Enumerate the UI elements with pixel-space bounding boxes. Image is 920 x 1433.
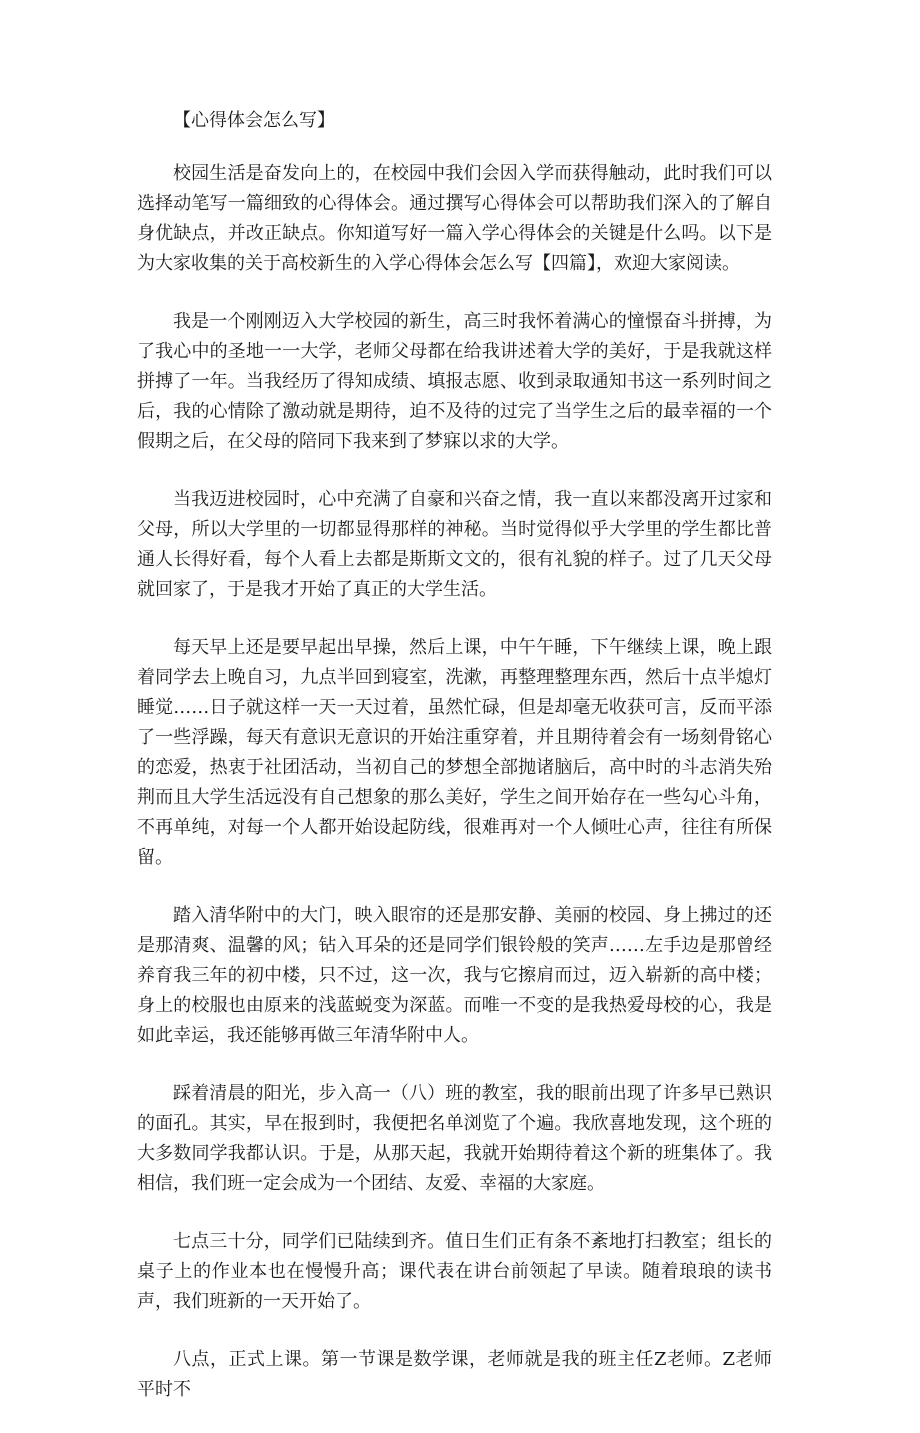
paragraph-4: 踏入清华附中的大门，映入眼帘的还是那安静、美丽的校园、身上拂过的还是那清爽、温馨的风；钻入耳朵的还是同学们银铃般的笑声……左手边是那曾经养育我三年的初中楼，只不过，这一次，我与它擦肩而过，迈入崭新的高中楼；身上的校服也由原来的浅蓝蜕变为深蓝。而唯一不变的是我热爱母校的心，我是如此幸运，我还能够再做三年清华附中人。 — [137, 905, 772, 1046]
paragraph-6: 七点三十分，同学们已陆续到齐。值日生们正有条不紊地打扫教室；组长的桌子上的作业本也在慢慢升高；课代表在讲台前领起了早读。随着琅琅的读书声，我们班新的一天开始了。 — [137, 1231, 772, 1312]
paragraph-intro: 校园生活是奋发向上的，在校园中我们会因入学而获得触动，此时我们可以选择动笔写一篇细致的心得体会。通过撰写心得体会可以帮助我们深入的了解自身优缺点，并改正缺点。你知道写好一篇入学心得体会的关键是什么吗。以下是为大家收集的关于高校新生的入学心得体会怎么写【四篇】，欢迎大家阅读。 — [137, 163, 772, 274]
paragraph-5: 踩着清晨的阳光，步入高一（八）班的教室，我的眼前出现了许多早已熟识的面孔。其实，早在报到时，我便把名单浏览了个遍。我欣喜地发现，这个班的大多数同学我都认识。于是，从那天起，我就开始期待着这个新的班集体了。我相信，我们班一定会成为一个团结、友爱、幸福的大家庭。 — [137, 1083, 772, 1194]
paragraph-7: 八点，正式上课。第一节课是数学课，老师就是我的班主任Z老师。Z老师平时不 — [137, 1349, 772, 1400]
paragraph-1: 我是一个刚刚迈入大学校园的新生，高三时我怀着满心的憧憬奋斗拼搏，为了我心中的圣地一一大学，老师父母都在给我讲述着大学的美好，于是我就这样拼搏了一年。当我经历了得知成绩、填报志愿、收到录取通知书这一系列时间之后，我的心情除了激动就是期待，迫不及待的过完了当学生之后的最幸福的一个假期之后，在父母的陪同下我来到了梦寐以求的大学。 — [137, 311, 772, 452]
document-page — [137, 106, 772, 1433]
paragraph-2: 当我迈进校园时，心中充满了自豪和兴奋之情，我一直以来都没离开过家和父母，所以大学里的一切都显得那样的神秘。当时觉得似乎大学里的学生都比普通人长得好看，每个人看上去都是斯斯文文的，很有礼貌的样子。过了几天父母就回家了，于是我才开始了真正的大学生活。 — [137, 489, 772, 600]
paragraph-3: 每天早上还是要早起出早操，然后上课，中午午睡，下午继续上课，晚上跟着同学去上晚自习，九点半回到寝室，洗漱，再整理整理东西，然后十点半熄灯睡觉……日子就这样一天一天过着，虽然忙碌，但是却毫无收获可言，反而平添了一些浮躁，每天有意识无意识的开始注重穿着，并且期待着会有一场刻骨铭心的恋爱，热衷于社团活动，当初自己的梦想全部抛诸脑后，高中时的斗志消失殆荆而且大学生活远没有自己想象的那么美好，学生之间开始存在一些勾心斗角，不再单纯，对每一个人都开始设起防线，很难再对一个人倾吐心声，往往有所保留。 — [137, 637, 772, 868]
document-heading: 【心得体会怎么写】 — [173, 110, 335, 131]
